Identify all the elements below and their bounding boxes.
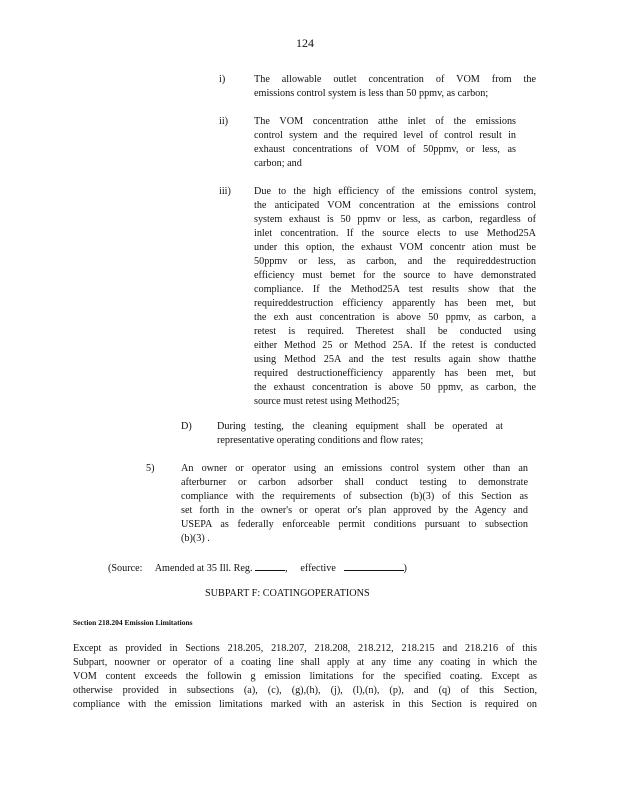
text-line: exhaust concentrations of VOM of 50ppmv, or less, as xyxy=(254,144,516,155)
source-effective: effective xyxy=(300,563,336,574)
item-text xyxy=(181,462,528,546)
text-line: the exh aust concentration is above 50 ppmv, as carbon, a xyxy=(254,312,536,323)
section-heading: Section 218.204 Emission Limitations xyxy=(73,618,193,627)
text-line: 50ppmv or less, as carbon, and the requireddestruction xyxy=(254,256,536,267)
item-text xyxy=(254,185,536,409)
effective-date-blank xyxy=(344,560,404,571)
item-marker: ii) xyxy=(219,116,229,127)
source-amended: Amended at 35 Ill. Reg. xyxy=(154,563,253,574)
reg-blank xyxy=(255,560,285,571)
item-text xyxy=(217,420,503,448)
text-line: compliance with the emission limitations marked with an asterisk in this Section is required on xyxy=(73,699,537,710)
source-suffix: ) xyxy=(403,563,407,574)
text-line: The allowable outlet concentration of VOM from the xyxy=(254,74,536,85)
text-line: either Method 25 or Method 25A. If the retest is conducted xyxy=(254,340,536,351)
text-line: compliance with the requirements of subsection (b)(3) of this Section as xyxy=(181,491,528,502)
text-line: system exhaust is 50 ppmv or less, as carbon, regardless of xyxy=(254,214,536,225)
text-line: Except as provided in Sections 218.205, 218.207, 218.208, 218.212, 218.215 and 218.216 of this xyxy=(73,643,537,654)
subpart-heading: SUBPART F: COATINGOPERATIONS xyxy=(205,588,370,599)
text-line: VOM content exceeds the followin g emission limitations for the specified coating. Except as xyxy=(73,671,537,682)
text-line: the exhaust concentration is above 50 ppmv, as carbon, the xyxy=(254,382,536,393)
text-line: representative operating conditions and flow rates; xyxy=(217,435,424,446)
text-line: (b)(3) . xyxy=(181,533,210,544)
text-line: retest is required. Theretest shall be conducted using xyxy=(254,326,536,337)
text-line: During testing, the cleaning equipment shall be operated at xyxy=(217,421,503,432)
item-marker: i) xyxy=(219,74,226,85)
text-line: the anticipated VOM concentration at the emissions control xyxy=(254,200,536,211)
item-marker: iii) xyxy=(219,186,231,197)
text-line: otherwise provided in subsections (a), (c), (g),(h), (j), (l),(n), (p), and (q) of this Section, xyxy=(73,685,537,696)
text-line: requireddestruction efficiency apparently has been met, but xyxy=(254,298,536,309)
page-number: 124 xyxy=(296,36,314,50)
text-line: under this option, the exhaust VOM concentr ation must be xyxy=(254,242,536,253)
item-marker: D) xyxy=(181,421,192,432)
text-line: set forth in the owner's or operat or's plan approved by the Agency and xyxy=(181,505,528,516)
item-text xyxy=(254,115,516,171)
text-line: control system and the required level of control result in xyxy=(254,130,516,141)
text-line: using Method 25A and the test results again show thatthe xyxy=(254,354,536,365)
text-line: source must retest using Method25; xyxy=(254,396,400,407)
text-line: Due to the high efficiency of the emissions control system, xyxy=(254,186,536,197)
text-line: Subpart, noowner or operator of a coating line shall apply at any time any coating in which the xyxy=(73,657,537,668)
source-prefix: (Source: xyxy=(108,563,143,574)
text-line: efficiency must bemet for the source to have demonstrated xyxy=(254,270,536,281)
text-line: compliance. If the Method25A test results show that the xyxy=(254,284,536,295)
item-marker: 5) xyxy=(146,463,155,474)
item-text xyxy=(254,73,536,101)
text-line: USEPA as federally enforceable permit conditions pursuant to subsection xyxy=(181,519,528,530)
text-line: required destructionefficiency apparently has been met, but xyxy=(254,368,536,379)
text-line: afterburner or carbon adsorber shall conduct testing to demonstrate xyxy=(181,477,528,488)
source-note: (Source: Amended at 35 Ill. Reg. , effective ) xyxy=(108,560,407,574)
text-line: carbon; and xyxy=(254,158,302,169)
text-line: inlet concentration. If the source elects to use Method25A xyxy=(254,228,536,239)
body-paragraph xyxy=(73,642,537,712)
text-line: emissions control system is less than 50 ppmv, as carbon; xyxy=(254,88,489,99)
text-line: An owner or operator using an emissions control system other than an xyxy=(181,463,528,474)
text-line: The VOM concentration atthe inlet of the emissions xyxy=(254,116,516,127)
